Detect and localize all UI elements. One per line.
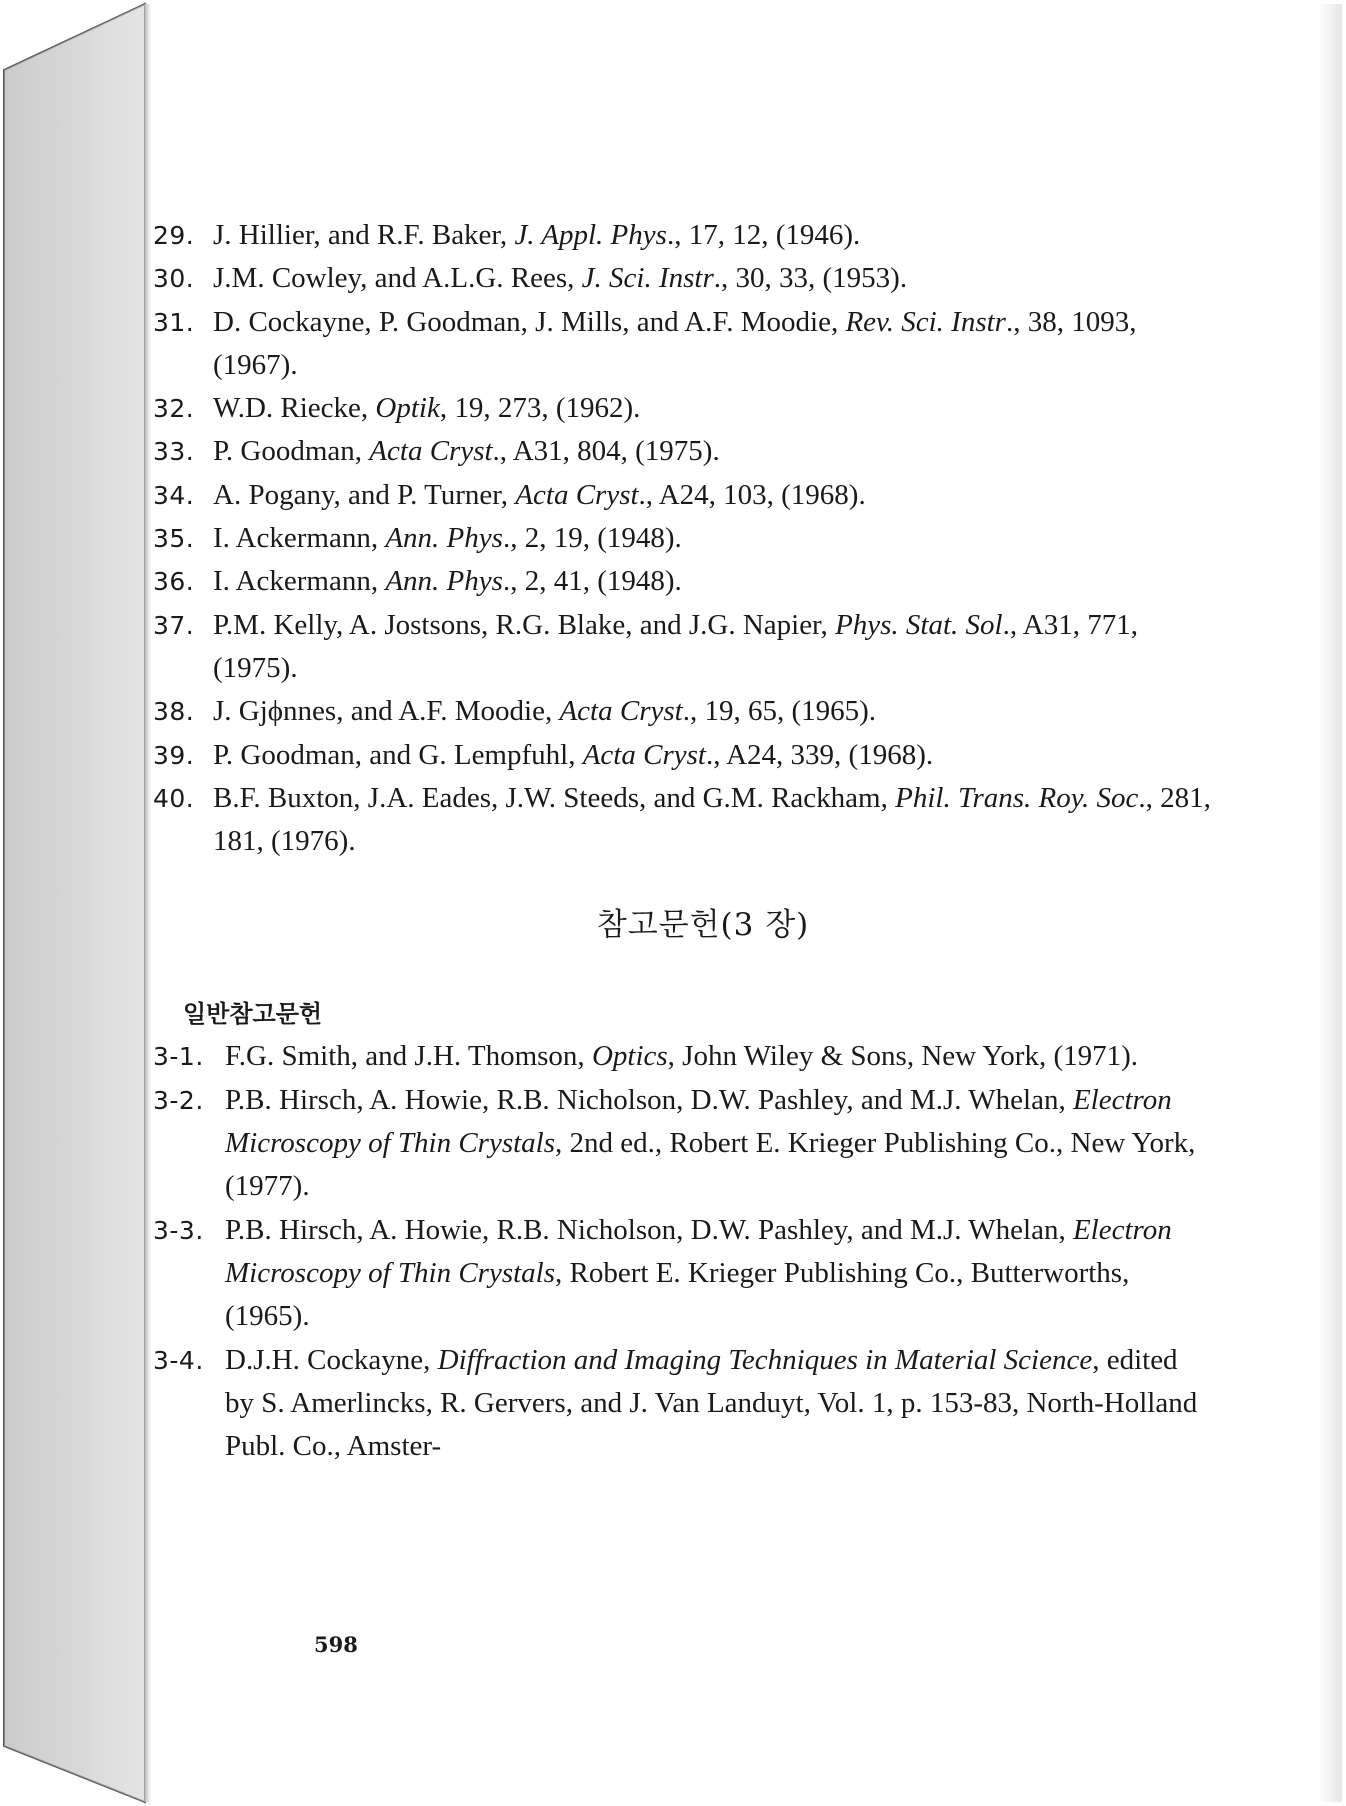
- reference-number: 3-1.: [153, 1042, 204, 1072]
- reference-number: 36.: [153, 567, 195, 597]
- reference-number: 31.: [153, 307, 195, 337]
- reference-number: 3-3.: [153, 1215, 204, 1245]
- reference-item: 34. A. Pogany, and P. Turner, Acta Cryst., A24, 103, (1968).: [153, 474, 1213, 517]
- reference-item: 33. P. Goodman, Acta Cryst., A31, 804, (1975).: [153, 430, 1213, 473]
- page-number: 598: [314, 1632, 358, 1657]
- reference-number: 35.: [153, 524, 195, 554]
- reference-item: 39. P. Goodman, and G. Lempfuhl, Acta Cryst., A24, 339, (1968).: [153, 734, 1213, 777]
- reference-item: 38. J. Gjϕnnes, and A.F. Moodie, Acta Cryst., 19, 65, (1965).: [153, 690, 1213, 733]
- reference-item: 31. D. Cockayne, P. Goodman, J. Mills, and A.F. Moodie, Rev. Sci. Instr., 38, 1093, (1967).: [153, 301, 1213, 388]
- section-title: 참고문헌(3 장): [596, 907, 810, 944]
- subheading: 일반참고문헌: [183, 1000, 323, 1029]
- reference-item: 32. W.D. Riecke, Optik, 19, 273, (1962).: [153, 387, 1213, 430]
- reference-item: 29. J. Hillier, and R.F. Baker, J. Appl. Phys., 17, 12, (1946).: [153, 214, 1213, 257]
- reference-number: 37.: [153, 610, 195, 640]
- reference-number: 3-4.: [153, 1345, 204, 1375]
- reference-number: 30.: [153, 264, 195, 294]
- reference-number: 40.: [153, 783, 195, 813]
- reference-number: 39.: [153, 740, 195, 770]
- reference-number: 3-2.: [153, 1085, 204, 1115]
- reference-item: 40. B.F. Buxton, J.A. Eades, J.W. Steeds, and G.M. Rackham, Phil. Trans. Roy. Soc., 281, 181, (1976).: [153, 777, 1213, 864]
- reference-item: 3-1. F.G. Smith, and J.H. Thomson, Optics, John Wiley & Sons, New York, (1971).: [153, 1035, 1213, 1078]
- reference-number: 29.: [153, 221, 195, 250]
- reference-list: [153, 214, 1213, 863]
- reference-item: 30. J.M. Cowley, and A.L.G. Rees, J. Sci. Instr., 30, 33, (1953).: [153, 257, 1213, 300]
- page-content: [153, 214, 1213, 1468]
- reference-number: 32.: [153, 394, 195, 424]
- reference-item: 3-4. D.J.H. Cockayne, Diffraction and Imaging Techniques in Material Science, edited by S. Amerlincks, R. Gervers, and J. Van Landuyt, Vol. 1, p. 153-83, North-Holland Publ. Co., Amster-: [153, 1339, 1213, 1469]
- book-spine: [0, 0, 150, 1806]
- reference-number: 33.: [153, 437, 195, 467]
- reference-item: 3-3. P.B. Hirsch, A. Howie, R.B. Nicholson, D.W. Pashley, and M.J. Whelan, Electron Microscopy of Thin Crystals, Robert E. Krieger Publishing Co., Butterworths, (1965).: [153, 1209, 1213, 1339]
- reference-number: 38.: [153, 697, 195, 727]
- reference-list-chapter3: [153, 1035, 1213, 1468]
- reference-item: 36. I. Ackermann, Ann. Phys., 2, 41, (1948).: [153, 560, 1213, 603]
- reference-item: 3-2. P.B. Hirsch, A. Howie, R.B. Nicholson, D.W. Pashley, and M.J. Whelan, Electron Microscopy of Thin Crystals, 2nd ed., Robert E. Krieger Publishing Co., New York, (1977).: [153, 1079, 1213, 1209]
- reference-number: 34.: [153, 480, 195, 510]
- reference-item: 37. P.M. Kelly, A. Jostsons, R.G. Blake, and J.G. Napier, Phys. Stat. Sol., A31, 771, (1975).: [153, 604, 1213, 691]
- reference-item: 35. I. Ackermann, Ann. Phys., 2, 19, (1948).: [153, 517, 1213, 560]
